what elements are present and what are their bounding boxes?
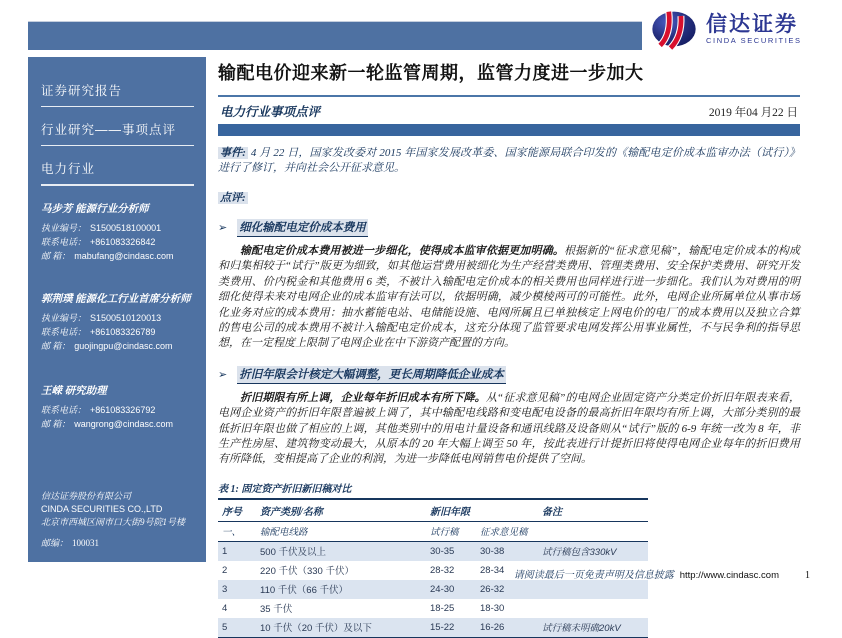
field-value: S1500510120013 <box>90 313 162 323</box>
field-label: 执业编号： <box>41 223 87 233</box>
field-value: +861083326842 <box>90 237 156 247</box>
cell: 15-22 <box>426 618 476 638</box>
cell: 16-26 <box>476 618 538 638</box>
paragraph-body: 从“征求意见稿”的电网企业固定资产分类定价折旧年限表来看，电网企业资产的折旧年限普遍被上调了，其中输配电线路和变电配电设备的最高折旧年限均有所上调，大部分类别的最低折旧年限也做了相应的上调，其他类别中的用电计量设备和通讯线路及设备则从“试行”版的 6-9 年统一改为 8 年，非生产性房屋、建筑物变动最大，从原本的 20 年大幅上调至 50 年，按此表进行计提折旧将使得电网企业每年的折旧费用有所降低，变相提高了企业的利润，为进一步降低电网销售电价提供了空间。 <box>218 391 801 466</box>
company-name-en: CINDA SECURITIES CO.,LTD <box>41 504 163 514</box>
company-name-cn: 信达证券股份有限公司 <box>41 491 132 501</box>
company-info <box>41 490 194 550</box>
cell: 28-34 <box>480 564 505 576</box>
paragraph-lead: 输配电定价成本费用被进一步细化，使得成本监审依据更加明确。 <box>240 245 565 257</box>
analyst-name: 马步芳 能源行业分析师 <box>41 204 149 215</box>
analyst-name: 郭荆璞 能源化工行业首席分析师 <box>41 294 191 305</box>
report-body <box>218 60 800 638</box>
field-value: +861083326792 <box>90 405 156 415</box>
header-banner <box>28 21 642 50</box>
field-label: 执业编号： <box>41 313 87 323</box>
report-sidebar <box>28 57 206 562</box>
section-title: 细化输配电定价成本费用 <box>237 219 368 237</box>
cell: 2 <box>222 564 228 576</box>
paragraph-lead: 折旧期限有所上调，企业每年折旧成本有所下降。 <box>240 391 486 404</box>
cell: 输配电线路 <box>256 521 426 541</box>
field-label: 联系电话： <box>41 405 87 415</box>
page-footer <box>218 566 810 581</box>
section-paragraph-1 <box>218 244 800 352</box>
cell: 3 <box>218 580 256 599</box>
cell: 30-38 <box>476 541 538 561</box>
page-title: 输配电价迎来新一轮监管周期，监管力度进一步加大 <box>218 63 644 83</box>
table-header-row <box>218 499 648 522</box>
sidebar-heading-report-type: 证券研究报告 <box>41 84 123 98</box>
sidebar-divider <box>41 106 194 107</box>
company-address: 北京市西城区闹市口大街9号院1号楼 <box>41 517 186 527</box>
cell: 10 千伏（20 千伏）及以下 <box>256 618 426 638</box>
cell: 试行稿未明确20kV <box>538 618 648 638</box>
cell: 征求意见稿 <box>476 521 538 541</box>
cell: 35 千伏 <box>260 604 293 616</box>
table-row <box>218 618 648 638</box>
analyst-name: 王嵘 研究助理 <box>41 386 107 397</box>
table-caption: 表 1: 固定资产折旧新旧稿对比 <box>218 483 352 495</box>
col-header: 资产类别/名称 <box>256 499 426 522</box>
table-row <box>218 599 648 618</box>
brand-name-en: CINDA SECURITIES <box>706 35 802 45</box>
cell: 试行稿 <box>426 521 476 541</box>
sidebar-heading-research-type: 行业研究——事项点评 <box>41 123 177 137</box>
cell: 500 千伏及以上 <box>256 541 426 561</box>
section-heading-1 <box>218 219 800 237</box>
field-label: 邮 箱： <box>41 419 71 429</box>
cell: 5 <box>218 618 256 638</box>
cell: 110 千伏（66 千伏） <box>256 580 426 599</box>
cell: 18-25 <box>430 602 455 614</box>
cinda-globe-icon <box>648 9 700 49</box>
comment-label: 点评: <box>220 192 246 204</box>
page-number: 1 <box>805 570 810 581</box>
cell: 24-30 <box>426 580 476 599</box>
cell: 一、 <box>218 521 256 541</box>
table-row <box>218 541 648 561</box>
analyst-block <box>41 201 194 263</box>
report-date: 2019 年04 月22 日 <box>708 107 798 119</box>
col-header: 备注 <box>538 499 648 522</box>
section-divider-bar <box>218 124 800 136</box>
field-label: 联系电话： <box>41 237 87 247</box>
cell: 26-32 <box>476 580 538 599</box>
cell <box>538 580 648 599</box>
field-value: S1500518100001 <box>90 223 162 233</box>
cell <box>538 599 648 618</box>
col-header: 序号 <box>218 499 256 522</box>
footer-disclaimer: 请阅读最后一页免责声明及信息披露 <box>513 570 674 581</box>
analyst-block <box>41 383 194 431</box>
section-title: 折旧年限会计核定大幅调整，更长周期降低企业成本 <box>237 366 506 384</box>
email-value: mabufang@cindasc.com <box>74 251 174 261</box>
sidebar-divider <box>41 145 194 146</box>
field-label: 联系电话： <box>41 327 87 337</box>
section-heading-2 <box>218 366 800 384</box>
sidebar-divider <box>41 184 194 186</box>
section-paragraph-2 <box>218 391 800 468</box>
cell: 220 千伏（330 千伏） <box>260 566 354 578</box>
cell: 4 <box>222 602 228 614</box>
paragraph-body: 根据新的“征求意见稿”，输配电定价成本的构成和归集相较于“试行”版更为细致，如其他运营费用被细化为生产经营类费用、管理类费用、安全保护类费用、研究开发类费用、价内税金和其他费用 6 类，不被计入输配电定价成本的相关费用也同样进行进一步细化。我们认为对费用的明细化使得未来对电网企业的成本监审有法可以，依据明确，减少模棱两可的可能性。此外，电网企业所属单位从事市场化业务对应的成本费用：抽水蓄能电站、电储能设施、电网所属且已单独核定上网电价的电厂的成本费用以及独立合算的售电公司的成本费用不被计入输配电定价成本，这充分体现了监管要求电网发挥公用事业属性，不与民争利的指导思想，在一定程度上限制了电网企业在中下游资产配置的方向。 <box>218 245 801 350</box>
brand-name-cn: 信达证券 <box>706 12 798 36</box>
analyst-block <box>41 291 194 353</box>
cell: 30-35 <box>426 541 476 561</box>
cell: 1 <box>218 541 256 561</box>
field-value: +861083326789 <box>90 327 156 337</box>
table-row <box>218 521 648 541</box>
field-label: 邮 箱： <box>41 341 71 351</box>
postcode-value: 100031 <box>72 538 100 548</box>
table-row <box>218 580 648 599</box>
cell <box>538 521 648 541</box>
event-text: 4 月 22 日，国家发改委对 2015 年国家发展改革委、国家能源局联合印发的《输配电定价成本监审办法（试行）》进行了修订，并向社会公开征求意见。 <box>218 147 800 174</box>
event-paragraph <box>218 146 800 176</box>
postcode-label: 邮编： <box>41 538 69 548</box>
cell: 28-32 <box>430 564 455 576</box>
col-header: 新旧年限 <box>426 499 538 522</box>
bullet-arrow-icon: ➢ <box>218 368 228 381</box>
email-value: guojingpu@cindasc.com <box>74 341 173 351</box>
comment-label-row <box>218 189 800 205</box>
cell: 试行稿包含330kV <box>538 541 648 561</box>
sidebar-heading-industry: 电力行业 <box>41 162 96 176</box>
event-label: 事件: <box>220 147 246 159</box>
email-value: wangrong@cindasc.com <box>74 419 173 429</box>
report-subtitle: 电力行业事项点评 <box>220 105 321 119</box>
footer-url-link[interactable]: http://www.cindasc.com <box>679 570 779 581</box>
bullet-arrow-icon: ➢ <box>218 222 228 234</box>
field-label: 邮 箱： <box>41 251 71 261</box>
brand-logo <box>648 7 834 51</box>
cell: 18-30 <box>480 602 505 614</box>
